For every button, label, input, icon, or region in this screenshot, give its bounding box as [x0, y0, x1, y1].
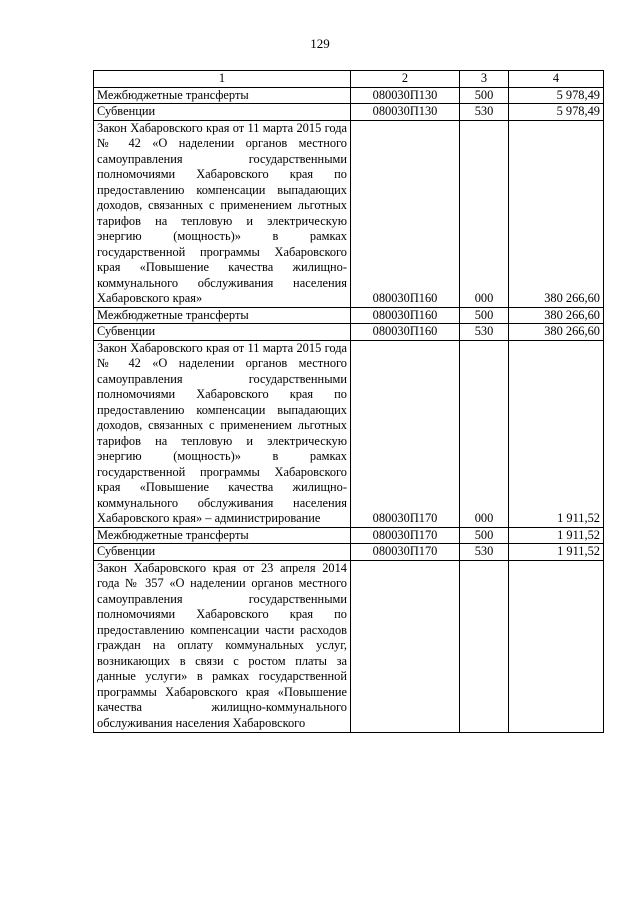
- header-cell-3: 3: [460, 71, 509, 88]
- table-row: [94, 527, 604, 544]
- row-description: Межбюджетные трансферты: [94, 307, 351, 324]
- row-target-code: 080030П160: [351, 307, 460, 324]
- row-expense-type: 500: [460, 307, 509, 324]
- row-expense-type: 530: [460, 324, 509, 341]
- row-amount: 380 266,60: [509, 324, 604, 341]
- row-expense-type: 500: [460, 527, 509, 544]
- row-description: Межбюджетные трансферты: [94, 87, 351, 104]
- header-row: [94, 71, 604, 88]
- table-row: [94, 307, 604, 324]
- row-description: Субвенции: [94, 324, 351, 341]
- row-target-code: 080030П160: [351, 120, 460, 307]
- row-description: Закон Хабаровского края от 23 апреля 2014 года № 357 «О наделении органов местного самоуправления государственными полномочиями Хабаровского края по предоставлению компенсации части расходов граждан на оплату коммунальных услуг, возникающих в связи с ростом платы за данные услуги» в рамках государственной программы Хабаровского края «Повышение качества жилищно-коммунального обслуживания населения Хабаровского: [94, 560, 351, 733]
- row-target-code: 080030П170: [351, 527, 460, 544]
- page-number: 129: [310, 36, 330, 51]
- row-target-code: [351, 560, 460, 733]
- header-cell-4: 4: [509, 71, 604, 88]
- row-amount: 1 911,52: [509, 527, 604, 544]
- row-amount: 1 911,52: [509, 544, 604, 561]
- row-target-code: 080030П160: [351, 324, 460, 341]
- budget-table-body: [94, 87, 604, 733]
- row-description: Закон Хабаровского края от 11 марта 2015 года № 42 «О наделении органов местного самоуправления государственными полномочиями Хабаровского края по предоставлению компенсации выпадающих доходов, связанных с применением льготных тарифов на тепловую и электрическую энергию (мощность)» в рамках государственной программы Хабаровского края «Повышение качества жилищно-коммунального обслуживания населения Хабаровского края»: [94, 120, 351, 307]
- row-amount: 5 978,49: [509, 87, 604, 104]
- row-description: Субвенции: [94, 104, 351, 121]
- row-description: Субвенции: [94, 544, 351, 561]
- table-row: [94, 544, 604, 561]
- row-target-code: 080030П130: [351, 87, 460, 104]
- row-target-code: 080030П130: [351, 104, 460, 121]
- row-expense-type: 530: [460, 104, 509, 121]
- row-description: Закон Хабаровского края от 11 марта 2015 года № 42 «О наделении органов местного самоуправления государственными полномочиями Хабаровского края по предоставлению компенсации выпадающих доходов, связанных с применением льготных тарифов на тепловую и электрическую энергию (мощность)» в рамках государственной программы Хабаровского края «Повышение качества жилищно-коммунального обслуживания населения Хабаровского края» – администрирование: [94, 340, 351, 527]
- row-amount: [509, 560, 604, 733]
- row-expense-type: 000: [460, 120, 509, 307]
- header-cell-1: 1: [94, 71, 351, 88]
- row-expense-type: [460, 560, 509, 733]
- budget-table: [93, 70, 604, 733]
- row-amount: 5 978,49: [509, 104, 604, 121]
- header-cell-2: 2: [351, 71, 460, 88]
- row-expense-type: 530: [460, 544, 509, 561]
- table-row: [94, 87, 604, 104]
- table-row: [94, 340, 604, 527]
- row-amount: 380 266,60: [509, 120, 604, 307]
- row-description: Межбюджетные трансферты: [94, 527, 351, 544]
- table-row: [94, 560, 604, 733]
- table-row: [94, 104, 604, 121]
- table-row: [94, 120, 604, 307]
- row-expense-type: 500: [460, 87, 509, 104]
- row-target-code: 080030П170: [351, 340, 460, 527]
- row-amount: 1 911,52: [509, 340, 604, 527]
- row-amount: 380 266,60: [509, 307, 604, 324]
- table-row: [94, 324, 604, 341]
- row-expense-type: 000: [460, 340, 509, 527]
- row-target-code: 080030П170: [351, 544, 460, 561]
